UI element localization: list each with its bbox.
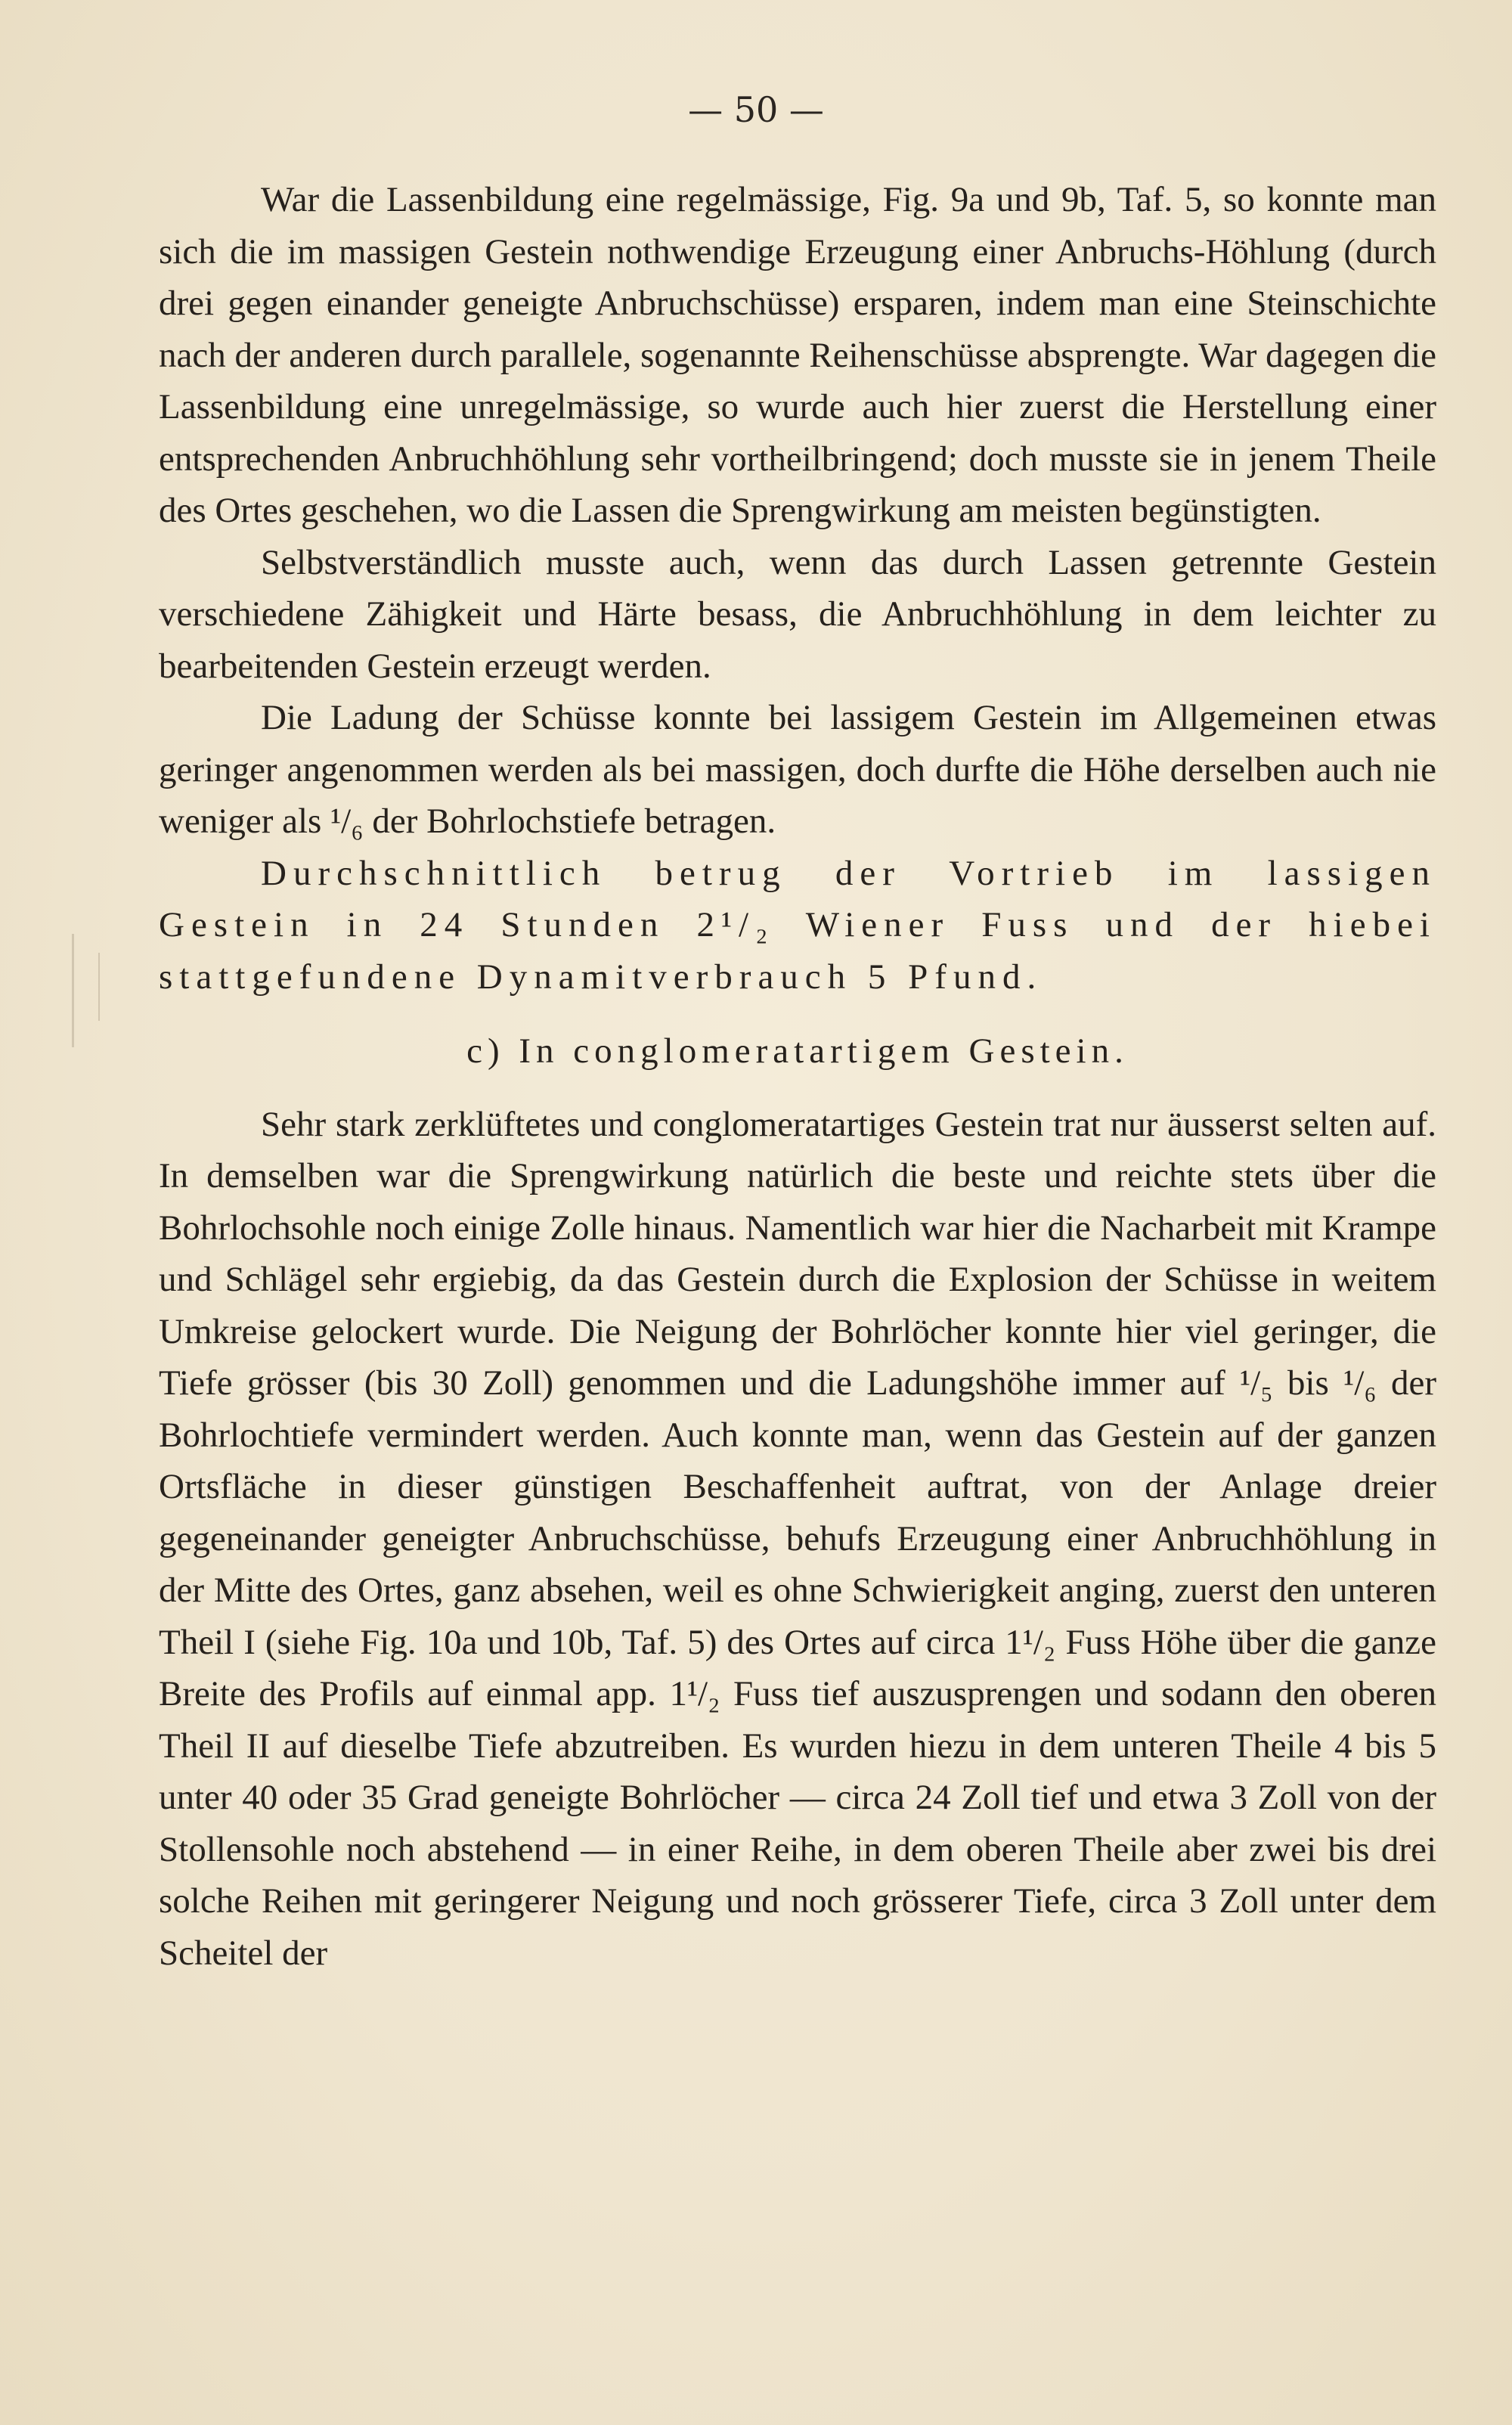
- paragraph-1: War die Lassenbildung eine regelmässige, Fig. 9a und 9b, Taf. 5, so konnte man sich die im massigen Gestein nothwendige Erzeugung einer Anbruchs-Höhlung (durch drei gegen einander geneigte Anbruchschüsse) ersparen, indem man eine Steinschichte nach der anderen durch parallele, sogenannte Reihenschüsse absprengte. War dagegen die Lassenbildung eine unregelmässige, so wurde auch hier zuerst die Herstellung einer entsprechenden Anbruchhöhlung sehr vortheilbringend; doch musste sie in jenem Theile des Ortes geschehen, wo die Lassen die Sprengwirkung am meisten begünstigten.: [159, 180, 1436, 530]
- paragraph-4: Durchschnittlich betrug der Vortrieb im lassigen Gestein in 24 Stunden 2¹/₂ Wiener Fuss und der hiebei stattgefundene Dynamitverbrauch 5 Pfund.: [159, 853, 1436, 997]
- page-number-header: — 50 —: [688, 89, 824, 130]
- paragraph-3: Die Ladung der Schüsse konnte bei lassigem Gestein im Allgemeinen etwas geringer angenommen werden als bei massigen, doch durfte die Höhe derselben auch nie weniger als ¹/₆ der Bohrlochstiefe betragen.: [159, 698, 1436, 841]
- body-text: [159, 174, 1436, 1979]
- paragraph-5: Sehr stark zerklüftetes und conglomeratartiges Gestein trat nur äusserst selten auf. In demselben war die Sprengwirkung natürlich die beste und reichte stets über die Bohrlochsohle noch einige Zolle hinaus. Namentlich war hier die Nacharbeit mit Krampe und Schlägel sehr ergiebig, da das Gestein durch die Explosion der Schüsse in weitem Umkreise gelockert wurde. Die Neigung der Bohrlöcher konnte hier viel geringer, die Tiefe grösser (bis 30 Zoll) genommen und die Ladungshöhe immer auf ¹/₅ bis ¹/₆ der Bohrlochtiefe vermindert werden. Auch konnte man, wenn das Gestein auf der ganzen Ortsfläche in dieser günstigen Beschaffenheit auftrat, von der Anlage dreier gegeneinander geneigter Anbruchschüsse, behufs Erzeugung einer Anbruchhöhlung in der Mitte des Ortes, ganz absehen, weil es ohne Schwierigkeit anging, zuerst den unteren Theil I (siehe Fig. 10a und 10b, Taf. 5) des Ortes auf circa 1¹/₂ Fuss Höhe über die ganze Breite des Profils auf einmal app. 1¹/₂ Fuss tief auszusprengen und sodann den oberen Theil II auf dieselbe Tiefe abzutreiben. Es wurden hiezu in dem unteren Theile 4 bis 5 unter 40 oder 35 Grad geneigte Bohrlöcher — circa 24 Zoll tief und etwa 3 Zoll von der Stollensohle noch abstehend — in einer Reihe, in dem oberen Theile aber zwei bis drei solche Reihen mit geringerer Neigung und noch grösserer Tiefe, circa 3 Zoll unter dem Scheitel der: [159, 1104, 1436, 1973]
- margin-mark: [98, 953, 100, 1021]
- paragraph-2: Selbstverständlich musste auch, wenn das durch Lassen getrennte Gestein verschiedene Zähigkeit und Härte besass, die Anbruchhöhlung in dem leichter zu bearbeitenden Gestein erzeugt werden.: [159, 542, 1436, 686]
- section-heading: c) In conglomeratartigem Gestein.: [466, 1031, 1129, 1071]
- margin-mark: [72, 934, 74, 1047]
